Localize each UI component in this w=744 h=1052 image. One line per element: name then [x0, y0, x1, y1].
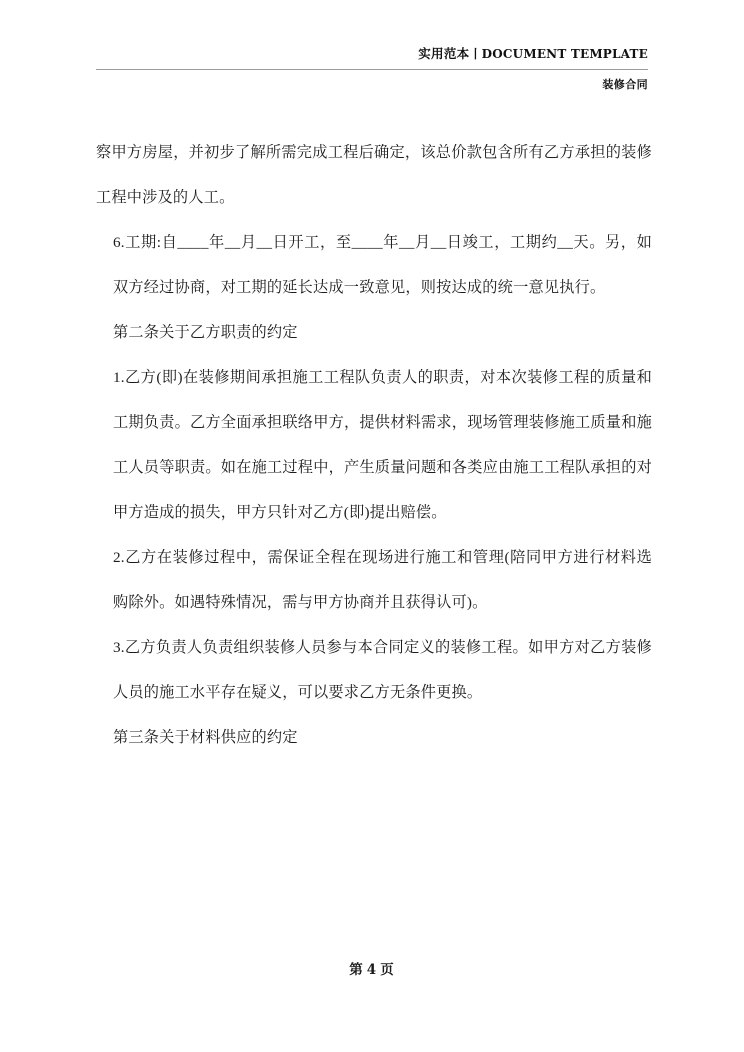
body-paragraph: 察甲方房屋，并初步了解所需完成工程后确定，该总价款包含所有乙方承担的装修工程中涉及的人工。	[96, 144, 652, 206]
footer-page-number: 4	[366, 962, 378, 978]
footer-suffix: 页	[380, 962, 395, 977]
document-body	[96, 130, 652, 760]
header-brand-cn: 实用范本	[418, 47, 470, 61]
header-separator: 丨	[469, 47, 482, 61]
body-paragraph: 1.乙方(即)在装修期间承担施工工程队负责人的职责，对本次装修工程的质量和工期负责。乙方全面承担联络甲方，提供材料需求，现场管理装修施工质量和施工人员等职责。如在施工过程中，产生质量问题和各类应由施工工程队承担的对甲方造成的损失，甲方只针对乙方(即)提出赔偿。	[113, 369, 652, 521]
header-subtitle: 装修合同	[602, 79, 648, 91]
header-divider	[96, 69, 648, 70]
body-paragraph: 第二条关于乙方职责的约定	[113, 324, 298, 341]
page-footer	[0, 958, 744, 978]
body-paragraph: 3.乙方负责人负责组织装修人员参与本合同定义的装修工程。如甲方对乙方装修人员的施工水平存在疑义，可以要求乙方无条件更换。	[113, 639, 652, 701]
footer-prefix: 第	[349, 962, 364, 977]
page-header	[96, 44, 648, 100]
body-paragraph: 2.乙方在装修过程中，需保证全程在现场进行施工和管理(陪同甲方进行材料选购除外。如遇特殊情况，需与甲方协商并且获得认可)。	[113, 549, 652, 611]
header-brand-line	[96, 44, 648, 62]
body-paragraph: 6.工期:自____年__月__日开工，至____年__月__日竣工，工期约__天。另，如双方经过协商，对工期的延长达成一致意见，则按达成的统一意见执行。	[113, 234, 652, 296]
header-brand-en: DOCUMENT TEMPLATE	[481, 47, 648, 61]
body-paragraph: 第三条关于材料供应的约定	[113, 729, 298, 746]
